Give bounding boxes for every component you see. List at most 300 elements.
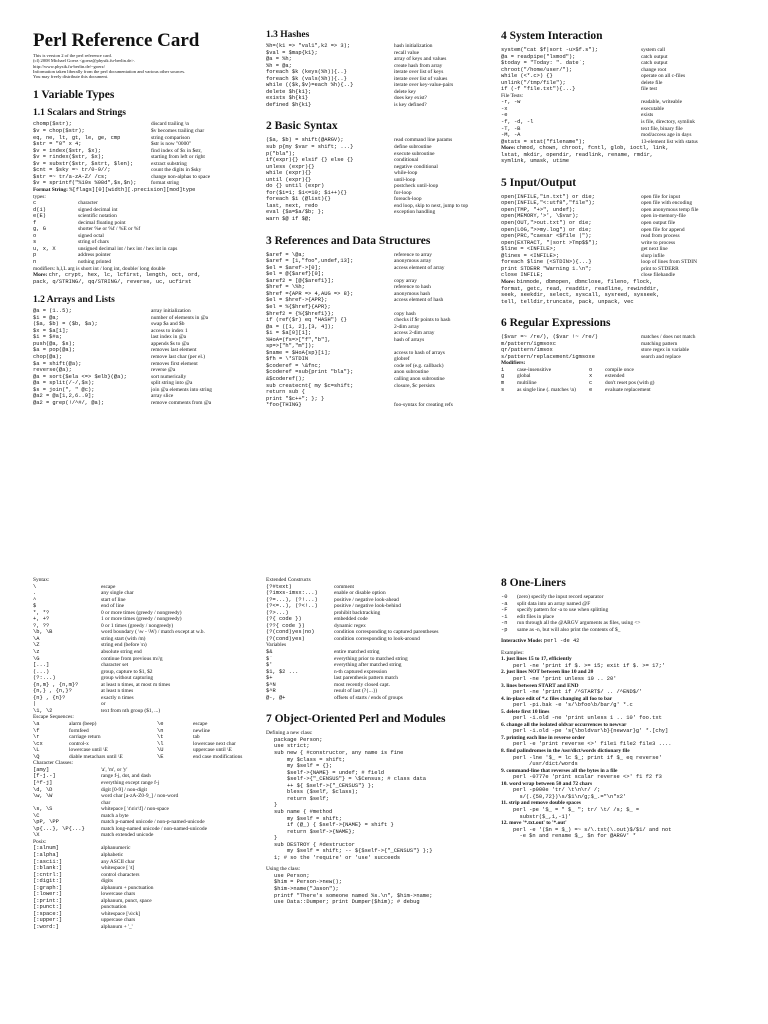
more-io-line: format, getc, read, readdir, readline, rewinddir, [501,285,660,292]
row-key: $today = "Today: ". date`; [501,60,586,67]
syntax-label: Syntax: [33,577,50,583]
row-key: -M, -A [501,132,521,139]
row-key: if(expr){} elsif {} else {} [266,157,354,164]
row-key: open(OUT,">out.txt") or die; [501,220,592,227]
row-description: operate on all c-files [641,73,686,80]
grid-key: \t [157,734,164,741]
row-description: sort numerically [151,373,187,380]
row-description: end of line [101,603,125,610]
row-key: n [33,258,37,265]
code-line: return $self; [274,795,329,802]
grid-description: extended [605,373,625,380]
row-description: comment [334,583,355,590]
row-description: split string into @a [151,380,193,387]
row-key: sub p{my $var = shift; ...} [266,144,354,151]
row-key: close INFILE; [501,272,544,279]
row-description: at least n times [101,688,134,695]
more-io: More: binmode, dbmopen, dbmclose, fileno, flock, [501,278,653,285]
example-title: 1. just lines 15 to 17, efficiently [501,656,572,663]
row-description: discard trailing \n [151,121,190,128]
grid-key: g [501,373,505,380]
row-key: @lines = <INFILE>; [501,252,560,259]
row-key: [f-j.-] [33,773,56,780]
row-key: while (<*.c>) {} [501,73,553,80]
row-key: (?:...) [33,675,56,682]
row-description: open file with encoding [641,200,693,207]
row-key: open(INFILE,"<:utf8","file"); [501,200,595,207]
column-3-bottom [501,577,741,1024]
grid-key: \a [33,721,40,728]
file-tests-label: File Tests: [501,92,524,99]
row-description: format string [151,180,179,187]
regex-modifiers-label: Modifiers: [501,360,526,367]
grid-description: lowercase until \E [69,747,108,754]
row-key: $coderef =sub{print "bla"}; [266,369,354,376]
row-key: *foo{THING} [266,402,302,409]
grid-description: newline [193,727,211,734]
example-code: perl -i.old -pe 's{\boldvar\b}{newvar}g' *.[chy] [513,728,669,735]
row-key: $a = shift(@a); [33,360,82,367]
row-key: $aref2 = [@{$aref1}]; [266,277,334,284]
row-key: *, *? [33,609,50,616]
row-description: removes first element [151,360,198,367]
posix-table [33,845,258,930]
code-line: } [274,835,278,842]
row-key: while (expr){} [266,170,312,177]
row-key: (?#text) [266,583,292,590]
types-table [33,200,258,265]
row-key: foreach $k (keys(%h)){..} [266,69,347,76]
row-key: s/pattern/replacement/igmsoxe [501,353,595,360]
grid-description: multiline [517,379,537,386]
row-key: %h=(k1 => "val1",k2 => 3); [266,43,351,49]
row-key: chroot("/home/user/"); [501,66,573,73]
row-key: \1, \2 [33,707,53,714]
row-key: while (($k,$v)=each %h){..} [266,82,354,89]
row-key: open(LOG,">>my.log") or die; [501,226,592,233]
row-description: does key exist? [394,95,427,102]
row-key: open(EXTRACT, "|sort >Tmp$$"); [501,239,599,246]
row-key: $str = "0" x 4; [33,141,82,148]
row-key: @a2 = grep(!/^#/, @a); [33,399,105,406]
row-description: digit [0-9] / non-digit [101,786,147,793]
row-key: (?=...), (?!...) [266,596,318,603]
grid-description: escape [193,721,208,728]
grid-description: uppercase until \E [193,747,232,754]
grid-key: \f [33,727,40,734]
row-description: access to index 1 [151,327,188,334]
row-description: read command line params [394,137,453,144]
more-strings: More: chr, crypt, hex, lc, lcfirst, length, oct, ord, [33,272,201,279]
row-key: eq, ne, lt, gt, le, ge, cmp [33,134,121,141]
row-key: print "$c++"; }; } [266,395,325,402]
row-description: last parenthesis pattern match [334,675,398,682]
grid-description: evaluate replacement [605,386,651,393]
row-key: -0 [501,594,508,600]
more-io-line: tell, telldir,truncate, pack, unpack, vec [501,298,634,305]
row-key: @-, @+ [266,694,286,701]
row-description: open output file [641,220,676,227]
row-description: array slice [151,393,174,400]
row-description: positive / negative look-behind [334,603,401,610]
row-key: if (-f "file.txt"){...} [501,86,576,93]
row-key: $1, $2 ... [266,668,299,675]
row-description: until-loop [394,176,416,183]
row-key: f [33,219,37,226]
row-key: $v = rindex($str, $x); [33,154,105,161]
table-row [501,627,741,634]
row-description: most recently closed capt. [334,681,390,688]
row-description: catch output [641,60,668,67]
table-row [266,695,498,702]
example-code: perl -lne '$_ = lc $_; print if $_ eq reverse' [513,754,662,761]
code-line: use Data::Dumper; print Dumper($him); # debug [274,899,420,906]
row-description: character set [101,662,129,669]
row-description: run through all the @ARGV arguments as files, using <> [517,620,641,627]
row-description: lowercase chars [101,891,136,898]
section-heading: 5 Input/Output [501,176,577,189]
row-key: @a = (1..5); [33,308,72,315]
format-string: Format String: %[flags][0][width][.precision][mod]type [33,186,196,193]
row-key: [:upper:] [33,917,63,924]
row-description: word char [a-zA-Z0-9_] / non-word [101,793,179,800]
row-description: open file for input [641,193,681,200]
table-row [266,402,498,409]
row-description: foo-syntax for creating refs [394,402,453,409]
row-key: reverse(@a); [33,367,72,374]
row-key: [:punct:] [33,904,63,911]
row-key: -r, -w [501,99,521,106]
row-description: $v becomes trailing char [151,128,205,135]
row-key: &$coderef(); [266,375,305,382]
section-heading: 2 Basic Syntax [266,120,338,133]
row-description: punctuation [101,904,127,911]
example-code: perl -pe '$_ = " $_ "; tr/ \t/ /s; $_ = [513,806,640,813]
row-description: change root [641,66,667,73]
row-key: sp=>["h","m"]); [266,343,315,350]
row-description: everything after matched string [334,662,402,669]
row-description: match long-named unicode / non-named-unicode [101,825,207,832]
row-key: $v = sprintf("%10s %08d",$s,$n); [33,180,137,187]
row-key: -F [501,607,508,614]
row-description: execute subroutine [394,150,435,157]
row-key: \s, \S [33,806,53,813]
row-description: anon subroutine [394,369,429,376]
row-description: escape [101,583,116,590]
row-description: alphabetic [101,851,124,858]
code-line: (cl) 2008 Michael Goerz <goerz@physik.fu-berlin.de>. [33,58,136,64]
escape-sequences-table [33,721,258,760]
row-description: anonymous array [394,258,432,265]
row-description: group without capturing [101,675,154,682]
row-description: continue from previous m//g [101,655,163,662]
row-description: text file, binary file [641,125,683,132]
grid-key: m [501,379,505,386]
row-key: -n [501,620,508,627]
row-description: mod/access age in days [641,132,692,139]
row-description: get next line [641,246,668,253]
row-key: [:space:] [33,910,63,917]
escape-label: Escape Sequences: [33,714,74,721]
row-key: (?(cond)yes|no) [266,629,315,636]
example-code: -e $n and rename $_, $n for @ARGV' * [513,833,636,840]
row-description: whitespace [\s\ck] [101,910,141,917]
row-key: exists $h{k1} [266,95,309,102]
row-key: $v = chop($str); [33,128,85,135]
row-description: matching pattern [641,340,678,347]
row-description: last index in @a [151,334,187,341]
code-line: my $class = shift; [274,756,346,763]
grid-description: lowercase next char [193,740,236,747]
row-key: \Z [33,642,40,649]
more-strings-line: pack, q/STRING/, qq/STRING/, reverse, uc, ucfirst [33,278,192,285]
arrays-table [33,308,258,406]
table-row [33,400,258,407]
row-description: control characters [101,871,140,878]
table-row [266,636,498,643]
row-key: $href ={APR => 4,AUG => 8}; [266,290,354,297]
example-code: /usr/dict/words [513,761,578,768]
row-description: match a byte [101,812,129,819]
row-description: 13-element list with status [641,138,698,145]
code-line: This is version 2 of the perl reference card. [33,53,112,58]
example-code: perl -p000e 'tr/ \t\n\r/ /; [513,787,601,794]
example-title: 2. just lines NOT between line 10 and 20 [501,669,594,676]
row-description: access element of array [394,264,445,271]
row-description: $str is now "0000" [151,141,192,148]
row-description: open anonymous temp file [641,206,699,213]
row-description: conditional [394,157,419,164]
row-key: \p{...}, \P{...} [33,825,85,832]
row-key: @a = ([1, 2],[3, 4]); [266,323,334,330]
row-description: exactly n times [101,694,134,701]
row-description: word boundary ( \w - \W) / match except at w.b. [101,629,205,636]
row-description: number of elements in @a [151,314,209,321]
row-description: is key defined? [394,101,427,108]
char-classes-label: Character Classes: [33,760,73,767]
row-description: change non-alphas to space [151,173,211,180]
code-line: my $self = shift; [274,815,342,822]
row-key: $x = $a[1]; [33,327,69,334]
row-description: store regex in variable [641,347,690,354]
define-class-label: Defining a new class: [266,730,313,737]
row-description: absolute string end [101,649,142,656]
io-table [501,194,741,279]
code-line: bless ($self, $class); [274,789,359,796]
row-description: delete key [394,88,416,95]
row-key: $line = <INFILE>; [501,246,556,253]
row-description: match p-named unicode / non-p-named-unicode [101,819,205,826]
row-description: open in-memory-file [641,213,686,220]
extended-label: Extended Constructs [266,577,311,583]
table-row [266,102,498,109]
row-key: -f, -d, -l [501,119,534,126]
page-title: Perl Reference Card [33,30,200,51]
row-description: offsets of starts / ends of groups [334,694,403,701]
row-key: $' [266,662,273,669]
row-key: %HoA=(fs=>["f","b"], [266,336,331,343]
grid-key: \l [157,740,164,747]
example-title: 3. lines between START and END [501,682,579,689]
row-key: $v = index($str, $x); [33,147,101,154]
row-description: delete file [641,79,663,86]
row-description: globref [394,356,410,363]
row-description: foreach-loop [394,196,422,203]
row-key: @a2 = @a[1,2,6..9]; [33,393,95,400]
row-description: swap $a and $b [151,321,185,328]
row-key: $^R [266,688,276,695]
row-description: uppercase chars [101,917,136,924]
row-description: group, capture to $1, $2 [101,668,153,675]
grid-key: o [589,366,593,373]
table-row [266,216,498,223]
row-key: @a = %h; [266,56,292,63]
grid-key: \Q [33,753,40,760]
section-heading: 8 One-Liners [501,577,566,589]
row-description: postcheck until-loop [394,183,439,190]
regex-table [501,334,741,360]
grid-description: don't reset pos (with g) [605,379,655,386]
row-key: \pP, \PP [33,819,59,826]
row-key: m/pattern/igmsoxc [501,340,556,347]
row-description: access to hash of arrays [394,349,445,356]
row-key: \ [33,583,37,590]
example-title: 5. delete first 10 lines [501,708,550,715]
row-key: {n} , {n}? [33,694,66,701]
row-description: negative conditional [394,163,438,170]
row-key: return sub { [266,389,305,396]
row-key: $i = @a; [33,314,59,321]
row-description: removes last element [151,347,197,354]
row-description: create hash from array [394,62,443,69]
example-title: 6. change all the isolated oldvar occurrences to newvar [501,721,627,728]
code-line: sub name { #method [274,808,333,815]
table-row [33,832,258,839]
grid-description: carriage return [69,734,101,741]
row-description: dynamic regex [334,622,366,629]
row-key: foreach $line (<STDIN>){...} [501,259,592,266]
grid-description: formfeed [69,727,89,734]
row-description: search and replace [641,353,681,360]
row-key: ($a, $b) = shift(@ARGV); [266,137,344,144]
row-description: string comparison [151,134,190,141]
row-description: reverse @a [151,367,176,374]
code-line: use strict; [274,743,310,750]
grid-key: i [501,366,505,373]
section-heading: 6 Regular Expressions [501,317,611,330]
examples-label: Examples: [501,649,524,656]
example-title: 4. in-place edit of *.c files changing all foo to bar [501,695,613,702]
row-key: $el = @{$aref}[0]; [266,271,325,278]
row-description: or [101,701,106,708]
row-key: %h = @a; [266,62,292,69]
row-description: checks if $r points to hash [394,317,451,324]
row-key: unless (expr){} [266,163,315,170]
regex-modifiers-table [501,367,741,393]
row-key: foreach $i (@list){} [266,196,331,203]
subsection-heading: 1.3 Hashes [266,30,310,40]
row-key: \G [33,655,40,662]
code-line: my $self = shift; -- ${$self->{"_CENSUS"} };} [274,848,433,855]
row-description: reference to array [394,251,433,258]
row-key: ($var =~ /re/), ($var !~ /re/) [501,334,599,341]
row-description: read from process [641,233,680,240]
row-description: remove comments from @a [151,399,212,406]
row-key: \A [33,635,40,642]
row-key: p("bla"); [266,150,296,157]
row-key: \z [33,649,40,656]
section-heading: 3 References and Data Structures [266,234,431,247]
code-line: http://www.physik.fu-berlin.de/~goerz/ [33,63,105,69]
row-description: iterate over key-value-pairs [394,82,454,89]
row-description: digits [101,878,113,885]
row-key: s [33,239,37,246]
row-description: signed octal [78,232,104,239]
row-description: character [78,200,98,207]
row-key: $el = %{$href}{APR}; [266,303,331,310]
row-key: chop(@a); [33,353,63,360]
row-key: $aref = \@a; [266,251,305,258]
row-key: \X [33,832,40,839]
row-description: any ASCII char [101,858,135,865]
char-classes-table [33,767,258,839]
row-key: $ [33,603,37,610]
row-description: entire matched string [334,649,380,656]
row-key: [:cntrl:] [33,871,63,878]
row-key: $el = $href->{APR}; [266,297,328,304]
row-description: alphanum + '_' [101,923,133,930]
row-key: qr/pattern/imsox [501,347,553,354]
code-line: 1; # so the 'require' or 'use' succeeds [274,854,401,861]
example-title: 12. move '*.txt.out' to '*.out' [501,820,567,827]
row-description: string of chars [78,239,109,246]
row-key: $str =~ tr/a-zA-Z/ /cs; [33,173,108,180]
basic-syntax-table [266,137,498,222]
row-description: char [101,799,111,806]
row-description: iterate over list of values [394,75,448,82]
column-2-bottom [266,577,498,1024]
row-description: anonymous hash [394,290,431,297]
modifiers-note: modifiers: h,l,L arg is short int / long int, double/ long double [33,265,166,272]
row-description: specify pattern for -a to use when splitting [517,607,609,614]
row-description: any single char [101,590,134,597]
row-key: @a = readpipe("lsmod"); [501,53,576,60]
grid-key: \cx [33,740,43,747]
row-description: 2-dim array [394,323,420,330]
row-key: open(TMP, "+>", undef); [501,206,576,213]
row-key: $+ [266,675,273,682]
grid-description: tab [193,734,200,741]
row-description: unsigned decimal int / hex int / hex int in caps [78,245,178,252]
row-key: -x [501,105,508,112]
code-line: sub DESTROY { #destructor [274,841,355,848]
row-description: copy array [394,277,417,284]
row-description: match extended unicode [101,832,154,839]
row-key: $href = \%h; [266,284,305,291]
more-system-line: lstat, mkdir, opendir, readlink, rename, rmdir, [501,151,654,158]
row-description: extract substring [151,160,187,167]
row-description: define subroutine [394,144,432,151]
row-key: (?>...) [266,609,289,616]
row-description: slurp infile [641,252,665,259]
row-key: \w, \W [33,793,53,800]
grid-key: \E [157,753,164,760]
file-tests-table [501,99,741,145]
example-code: perl -e 'print reverse <>' file1 file2 file3 .... [513,741,672,748]
row-key: last, next, redo [266,202,318,209]
row-description: alphanumeric [101,845,131,852]
row-key: $name = $HoA{sp}[1]; [266,349,331,356]
